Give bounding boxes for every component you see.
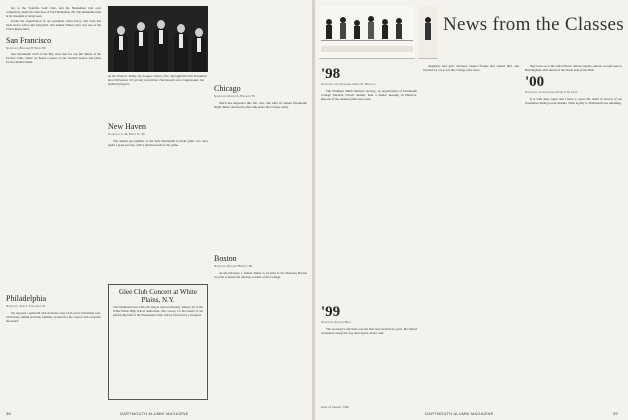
left-page (0, 0, 312, 420)
section-heading-san-francisco: San Francisco (6, 35, 52, 45)
section-heading-new-haven: New Haven (108, 122, 146, 131)
glee-club-box (108, 284, 208, 400)
classes-illustration (319, 6, 415, 59)
alumni-group-photo (108, 6, 208, 72)
glee-club-text: The Dartmouth Glee Club will sing in concert Saturday, January 20, in the White Plains High School auditorium. The concert, for the benefit of the scholarship fund of the Westchester Club, will be followed by a reception. (113, 305, 203, 317)
section-text-new-haven: The annual get-together at the Yale Dartmouth football game was once again a great success, with a luncheon before the game. (108, 138, 208, 147)
class-year-98: '98 (321, 66, 341, 82)
class-text-99: The secretary's trip West was his first real vacation in years. He visited classmates along the way and reports all are well. (321, 326, 417, 335)
left-col-3-lower (214, 250, 307, 280)
class-byline-99: Secretary, Kenneth Bell (321, 320, 352, 324)
issue-label: Issue of January 1966 (321, 405, 349, 409)
right-col-3 (525, 64, 622, 106)
mid-paragraph: daughters had quit, checked, visited friends and visited him, and traveled by car to see the College once more. (423, 64, 519, 73)
left-col-1 (6, 6, 101, 65)
page-title: News from the Classes (443, 14, 624, 35)
right-col-2 (423, 64, 519, 73)
section-byline-philadelphia: Secretary, John L. Stevenson '55 (6, 304, 46, 308)
section-text-san-francisco: Our Dartmouth Club of the Bay Area met for our fall dinner at the Faculty Club, where we heard a report on the football season and plans for the Alumni Fund. (6, 52, 101, 65)
section-text-philadelphia: We enjoyed a splendid visit from the Glee Club on its Christmas tour, with many alumni and their families on hand for the concert and reception afterward. (6, 310, 101, 323)
intro-paragraph: her to the Scandals Golf Club, and the Shanamnoi tide over completely, under the direction of Fred McKenzie '28. The inimitable man is bit sheepish at being seen (6, 6, 101, 19)
section-text-boston: At the February 1 annual dinner to be held at the Sheraton Boston we plan to honor the retiring coaches of the College. (214, 270, 307, 279)
class-byline-00: Secretary and Treasurer, Everett W. Cross (525, 90, 578, 95)
class-text-98: The Wadham Smith Medical Society, an organization of Dartmouth College Medical School alumni, held a dinner meeting in Hanover. Reports of the reunion plans were read. (321, 88, 417, 101)
section-byline-boston: Secretary, Richard Bennett '60 (214, 264, 252, 268)
people-sketch-icon (319, 6, 415, 58)
right-footer: DARTMOUTH ALUMNI MAGAZINE (425, 411, 494, 416)
section-byline-new-haven: Secretary, L. M. Fierce Jr. '36 (108, 132, 145, 136)
class-year-99: '99 (321, 304, 341, 320)
photo-caption: At the Pioneer Valley Ivy League victory fete, Springfield Club President Ken Nicholson '43 (center) and other Dartmouth men congratulate the football players. (108, 74, 207, 87)
section-heading-philadelphia: Philadelphia (6, 294, 46, 303)
figure-icon (419, 6, 437, 58)
left-footer: DARTMOUTH ALUMNI MAGAZINE (120, 411, 189, 416)
section-heading-boston: Boston (214, 254, 237, 263)
section-byline-san-francisco: Secretary, Benjamin B. Weiss '60 (6, 45, 46, 50)
left-col-3 (214, 80, 307, 110)
class-text-00: It is with deep regret that I have to report the death of several of our classmates during recent months. Their loyalty to Dartmouth was unfailing. (525, 96, 622, 105)
col1-paragraph: Under the organization of our president, Dave Perry, this Club has been and is active and enjoyable. Our annual dinner party was one of the Club's high points. (6, 19, 101, 32)
class-byline-98: Secretary and Treasurer, Ernest E. Hellman (321, 82, 376, 86)
section-heading-chicago: Chicago (214, 84, 241, 93)
glee-club-title: Glee Club Concert at White Plains, N.Y. (118, 288, 197, 304)
right-page-number: 39 (613, 411, 618, 416)
left-col-1-lower (6, 290, 101, 324)
small-figure (419, 6, 437, 59)
right-paragraph: they were on at the Union Hotel, almost equally serious. A brief note to Benningham with sketch of the North side of the Hall. (525, 64, 622, 73)
section-text-chicago: Much has happened this fall. Our club held its annual Dartmouth Night dinner and heard a fine talk about the College today. (214, 100, 307, 109)
section-byline-chicago: Secretary, Robert A. Edwards '55 (214, 94, 255, 98)
right-col-1 (321, 64, 417, 102)
right-col-1-lower (321, 302, 417, 336)
right-page (315, 0, 628, 420)
left-col-2 (108, 118, 208, 148)
class-year-00: '00 (525, 74, 545, 91)
left-page-number: 38 (6, 411, 11, 416)
